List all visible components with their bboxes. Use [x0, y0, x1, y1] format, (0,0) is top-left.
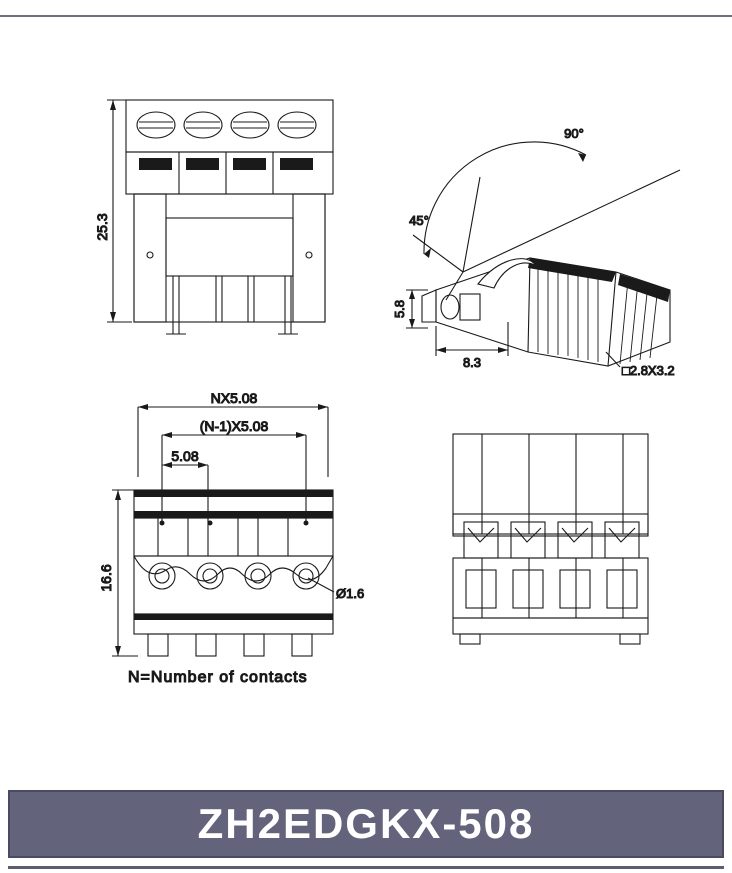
front-view-dim-25-3-label: 25.3: [94, 213, 110, 241]
drawing-canvas: [8, 22, 724, 782]
dim-16-6-label: 16.6: [98, 564, 114, 592]
dim-dia-1-6-label: Ø1.6: [336, 586, 365, 601]
top-view: [112, 404, 334, 656]
dim-8-3-label: 8.3: [462, 355, 482, 370]
contacts-note: N=Number of contacts: [128, 669, 308, 686]
top-divider: [0, 15, 732, 17]
perspective-view: [453, 434, 648, 644]
dim-n-1x508-label: (N-1)X5.08: [199, 418, 269, 434]
dim-508-label: 5.08: [171, 448, 199, 464]
leader-dia-1-6: [308, 578, 334, 592]
dimension-n-1x508: [162, 432, 306, 522]
part-number-label: ZH2EDGKX-508: [197, 800, 535, 847]
technical-drawing-area: [8, 22, 724, 782]
part-number-banner: [8, 790, 724, 858]
front-view: [107, 100, 333, 334]
dim-2-8x3-2-label: □2.8X3.2: [622, 363, 675, 378]
dim-nx508-label: NX5.08: [210, 390, 258, 406]
bottom-divider: [8, 866, 724, 869]
side-angle-view: [406, 142, 680, 367]
dim-5-8-label: 5.8: [392, 299, 407, 319]
angle-45-label: 45°: [409, 213, 429, 228]
angle-90-label: 90°: [564, 126, 584, 141]
dimension-8-3: [436, 322, 508, 356]
dimension-25-3: [107, 100, 132, 322]
